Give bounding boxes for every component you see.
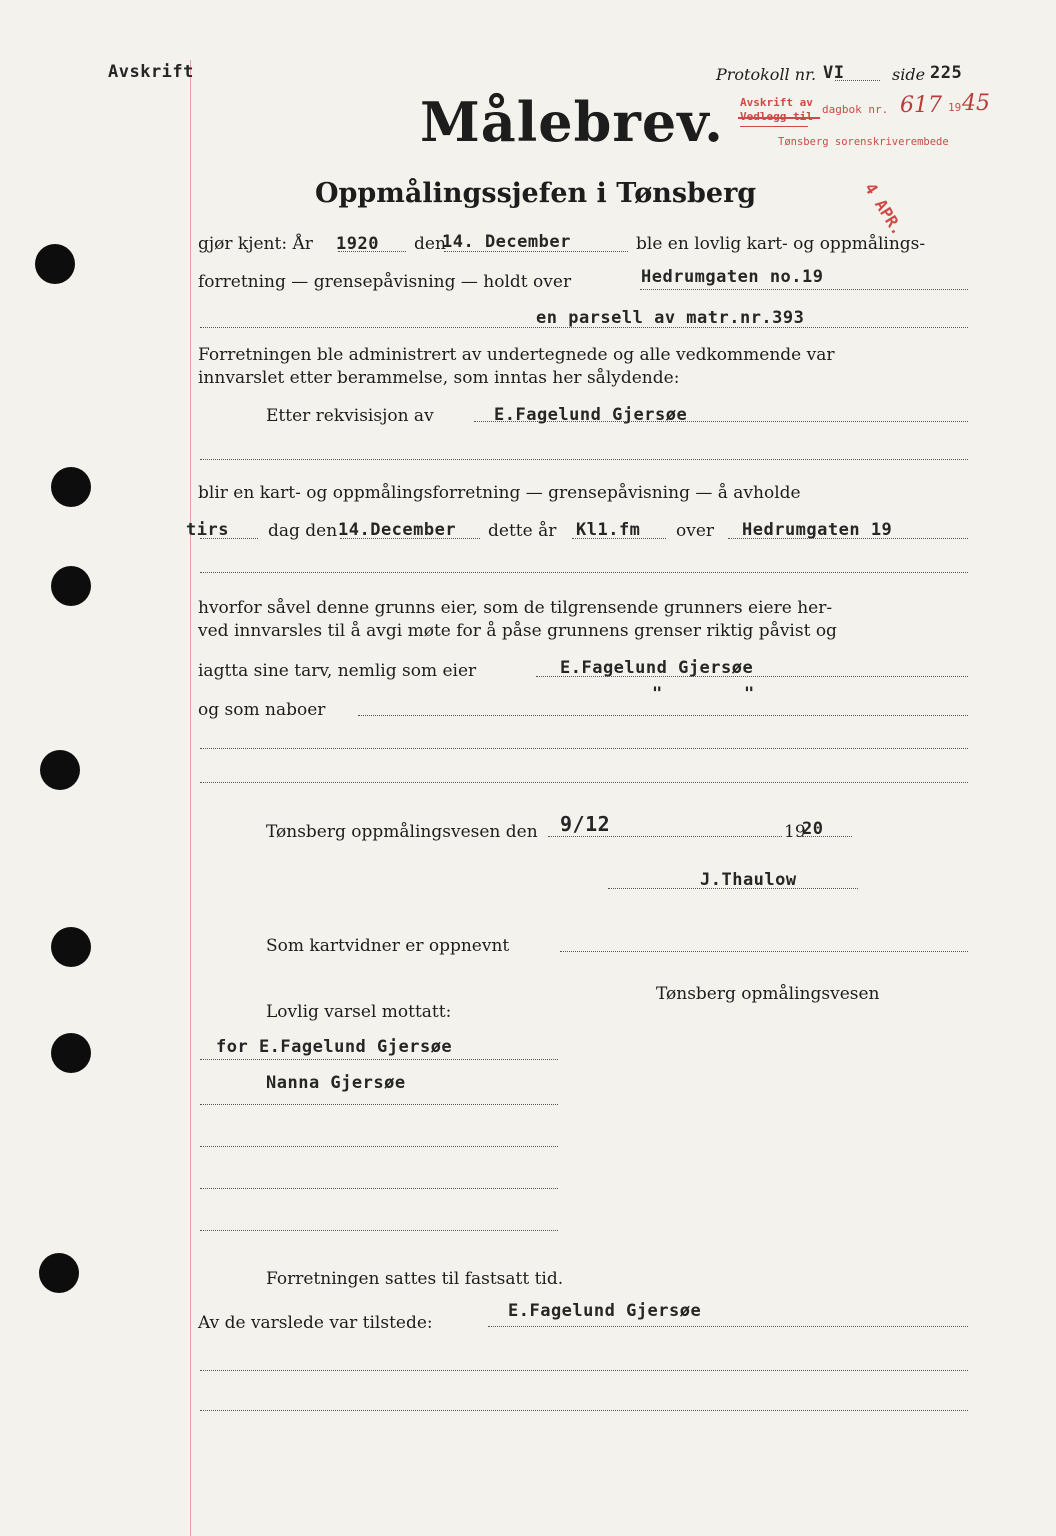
side-label: side — [892, 65, 926, 84]
rekvirent-value: E.Fagelund Gjersøe — [494, 405, 688, 425]
stamp-office: Tønsberg sorenskriverembede — [778, 136, 949, 148]
fastsatt-line: Forretningen sattes til fastsatt tid. — [266, 1269, 564, 1289]
tilstede-value: E.Fagelund Gjersøe — [508, 1301, 702, 1321]
year-value: 1920 — [336, 234, 379, 254]
stamp-strike-line — [738, 117, 820, 119]
punch-hole — [35, 244, 75, 284]
punch-hole — [40, 750, 80, 790]
lovlig-varsel-label: Lovlig varsel mottatt: — [266, 1002, 452, 1022]
side-value: 225 — [930, 63, 963, 83]
ble-en-label: ble en lovlig kart- og oppmålings- — [636, 234, 926, 254]
protokoll-label: Protokoll nr. — [716, 65, 817, 84]
stamp-year-handwritten: 45 — [962, 91, 990, 116]
punch-hole — [51, 927, 91, 967]
time-value: Kl1.fm — [576, 520, 641, 540]
year-prefix-label: 19 — [784, 822, 806, 842]
stamp-line-avskrift: Avskrift av — [740, 96, 813, 109]
page-title: Målebrev. — [420, 90, 724, 154]
protokoll-value: VI — [823, 63, 845, 83]
stamp-dagbok-number: 617 — [900, 93, 942, 118]
mottatt-line-1: for E.Fagelund Gjersøe — [216, 1037, 453, 1057]
dag-den-label: dag den — [268, 521, 338, 541]
hvorfor-line-2: ved innvarsles til å avgi møte for å påse grunnens grenser riktig påvist og — [198, 621, 837, 641]
over-label: over — [676, 521, 715, 541]
punch-hole — [51, 566, 91, 606]
iagtta-label: iagtta sine tarv, nemlig som eier — [198, 661, 477, 681]
signature-value: J.Thaulow — [700, 870, 797, 890]
punch-hole — [39, 1253, 79, 1293]
som-kartvidner-label: Som kartvidner er oppnevnt — [266, 936, 510, 956]
meeting-place-value: Hedrumgaten 19 — [742, 520, 893, 540]
issue-date-value: 9/12 — [560, 812, 611, 836]
stamp-date: 4 APR. — [860, 179, 908, 239]
punch-hole — [51, 1033, 91, 1073]
gjor-kjent-label: gjør kjent: År — [198, 234, 313, 254]
stamp-dagbok-label: dagbok nr. — [822, 103, 889, 116]
stamp-year-prefix: 19 — [948, 101, 962, 114]
avskrift-label: Avskrift — [108, 62, 194, 82]
location-value: Hedrumgaten no.19 — [641, 267, 824, 287]
weekday-value: tirs — [186, 520, 229, 540]
av-de-varslede-label: Av de varslede var tilstede: — [198, 1313, 433, 1333]
den-label: den — [414, 234, 446, 254]
dette-ar-label: dette år — [488, 521, 557, 541]
mottatt-line-2: Nanna Gjersøe — [266, 1073, 406, 1093]
tonsberg-oppm-den-label: Tønsberg oppmålingsvesen den — [266, 822, 538, 842]
administrert-line-2: innvarslet etter berammelse, som inntas her sålydende: — [198, 368, 680, 388]
stamp-underline — [740, 126, 808, 127]
date-value: 14. December — [442, 232, 571, 252]
forretning-label: forretning — grensepåvisning — holdt over — [198, 272, 572, 292]
meeting-date-value: 14.December — [338, 520, 457, 540]
tonsberg-opmalingsvesen-label: Tønsberg opmålingsvesen — [656, 984, 880, 1004]
parcel-value: en parsell av matr.nr.393 — [536, 308, 805, 328]
page-subtitle: Oppmålingssjefen i Tønsberg — [315, 178, 757, 209]
og-som-naboer-label: og som naboer — [198, 700, 326, 720]
administrert-line-1: Forretningen ble administrert av undertegnede og alle vedkommende var — [198, 345, 835, 365]
eier-value: E.Fagelund Gjersøe — [560, 658, 754, 678]
punch-hole — [51, 467, 91, 507]
year-suffix-value: 20 — [802, 819, 824, 839]
naboer-ditto-1: " — [652, 684, 663, 704]
naboer-ditto-2: " — [744, 684, 755, 704]
etter-rekvisisjon-label: Etter rekvisisjon av — [266, 406, 434, 426]
hvorfor-line-1: hvorfor såvel denne grunns eier, som de tilgrensende grunners eiere her- — [198, 598, 833, 618]
red-margin-line — [190, 60, 191, 1536]
blir-en-line: blir en kart- og oppmålingsforretning — grensepåvisning — å avholde — [198, 483, 801, 503]
